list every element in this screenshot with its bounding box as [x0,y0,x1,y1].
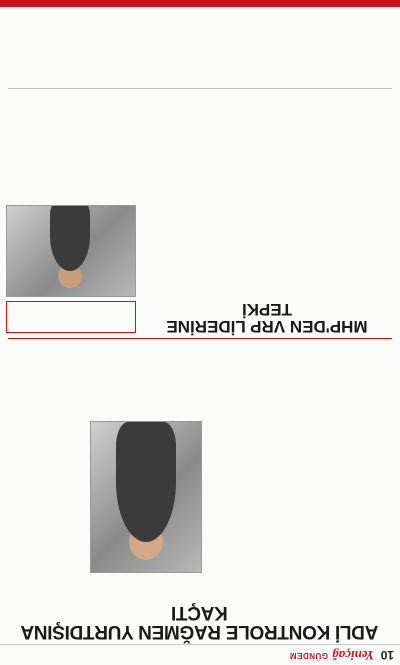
second-subhead [7,326,135,332]
bottom-article-body [8,7,392,67]
article-column [142,95,222,295]
article-column [8,7,133,67]
main-article-body [208,343,392,573]
main-story-photo [90,421,202,573]
main-side-column [8,343,88,573]
section-divider [8,88,392,89]
section-label: GÜNDEM [289,651,328,660]
person-body-shape [50,205,90,271]
second-headline: MHP'DEN VRP LİDERİNE TEPKİ [166,300,368,336]
article-column [271,343,329,573]
article-column [334,343,392,573]
article-column [138,7,263,67]
second-article-body [142,95,392,295]
second-side-text [8,95,136,190]
article-column [8,95,136,190]
person-body-shape [116,422,176,542]
article-column [8,343,88,573]
subhead-box [6,301,136,333]
footer-bar [0,0,400,7]
article-column [267,7,392,67]
section-divider [8,338,392,339]
article-column [227,95,307,295]
second-story-photo [6,205,136,297]
newspaper-logo: Yeniçağ [332,648,374,663]
article-column [208,343,266,573]
article-column [312,95,392,295]
masthead [0,644,400,665]
page-number: 10 [380,648,394,662]
main-headline: ADLİ KONTROLE RAĞMEN YURTDIŞINA KAÇTI [20,602,379,642]
